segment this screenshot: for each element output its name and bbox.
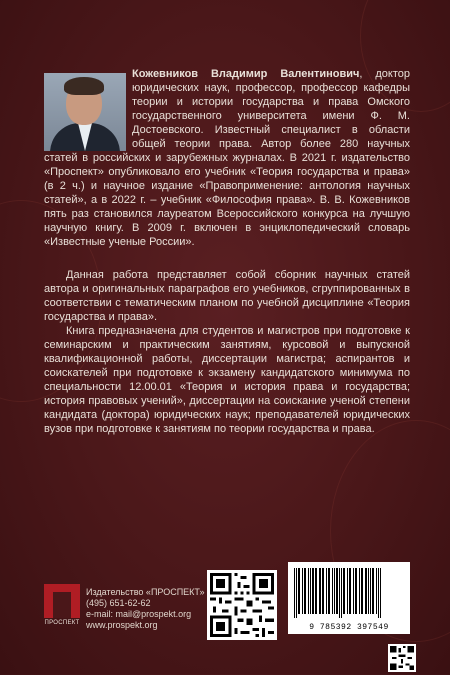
publisher-phone: (495) 651-62-62	[86, 598, 151, 608]
publisher-website: www.prospekt.org	[86, 620, 158, 630]
author-name: Кожевников Владимир Валентинович	[132, 68, 360, 80]
book-abstract	[44, 268, 410, 436]
publisher-email: e-mail: mail@prospekt.org	[86, 609, 192, 619]
qr-code-small	[388, 644, 416, 672]
publisher-logo	[44, 584, 80, 630]
abstract-paragraph: Данная работа представляет собой сборник научных статей автора и оригинальных параграфов его учебников, сгруппированных в соответствии с тематическим планом по учебной дисциплине «Теория государства и права».	[44, 269, 410, 323]
isbn-barcode	[288, 562, 410, 634]
qr-code	[207, 570, 277, 640]
publisher-name: Издательство «ПРОСПЕКТ»	[86, 587, 205, 597]
isbn-number: 9 785392 397549	[309, 623, 389, 632]
abstract-paragraph: Книга предназначена для студентов и магистров при подготовке к семинарским и практическим занятиям, курсовой и выпускной квалификационной работы, диссертации магистра; аспирантов и соискателей при подготовке к экзамену кандидатского минимума по специальности 12.00.01 «Теория и история права и государства; история правовых учений», диссертации на соискание ученой степени кандидата (доктора) юридических наук; преподавателей юридических вузов при подготовке к занятиям по теории государства и права.	[44, 325, 410, 435]
publisher-contacts	[86, 587, 205, 631]
author-bio	[44, 67, 410, 249]
publisher-logo-label: ПРОСПЕКТ	[44, 620, 80, 626]
author-bio-text: , доктор юридических наук, профессор, профессор кафедры теории и истории государства и права Омского государственного университета имени Ф. М. Достоевского. Известный специалист в области общей теории права. Автор более 280 научных статей в российских и зарубежных журналах. В 2021 г. издательство «Проспект» опубликовало его учебник «Теория государства и права» (в 2 ч.) и научное издание «Правоприменение: антология научных статей», а в 2022 г. – учебник «Философия права». В. В. Кожевников пять раз становился лауреатом Всероссийского конкурса на лучшую научную книгу. В 2009 г. включен в энциклопедический словарь «Известные ученые России».	[44, 68, 410, 248]
